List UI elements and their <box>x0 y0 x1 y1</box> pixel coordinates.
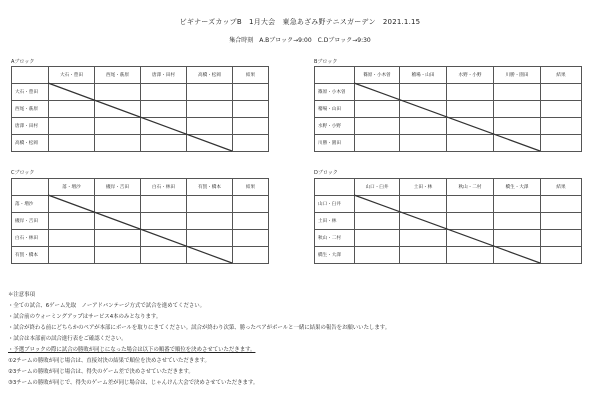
score-cell[interactable] <box>187 84 233 101</box>
score-cell[interactable] <box>494 118 541 135</box>
column-header-pair: 水野・小野 <box>447 67 494 84</box>
result-header: 結果 <box>233 179 269 196</box>
column-header-pair: 槻岸・吉田 <box>95 179 141 196</box>
note-line: ・試合が終わる前にどちらかのペアが本部にボールを取りにきてください。試合が終わり次第、勝ったペアがボールと一緒に結果の報告をお願いいたします。 <box>8 325 391 331</box>
table-row <box>12 135 269 152</box>
result-cell[interactable] <box>541 196 582 213</box>
row-header-pair: 土田・林 <box>315 213 355 230</box>
notes-heading: ＊注意事項 <box>8 292 35 298</box>
score-cell[interactable] <box>400 101 447 118</box>
score-cell[interactable] <box>95 213 141 230</box>
score-cell[interactable] <box>141 118 187 135</box>
score-cell[interactable] <box>355 213 400 230</box>
column-header-pair: 唐澤・田村 <box>141 67 187 84</box>
score-cell[interactable] <box>494 230 541 247</box>
result-cell[interactable] <box>233 84 269 101</box>
block-d-table <box>314 178 582 264</box>
score-cell[interactable] <box>141 196 187 213</box>
column-header-pair: 有賀・橋本 <box>187 179 233 196</box>
score-cell[interactable] <box>95 118 141 135</box>
score-cell[interactable] <box>447 135 494 152</box>
score-cell[interactable] <box>400 118 447 135</box>
column-header-pair: 秋山・二村 <box>447 179 494 196</box>
score-cell[interactable] <box>400 84 447 101</box>
row-header-pair: 山口・臼井 <box>315 196 355 213</box>
table-row <box>12 84 269 101</box>
block-c-table <box>11 178 269 264</box>
row-header-pair: 唐澤・田村 <box>12 118 49 135</box>
column-header-pair: 土田・林 <box>400 179 447 196</box>
score-cell[interactable] <box>49 101 95 118</box>
score-cell[interactable] <box>447 84 494 101</box>
score-cell[interactable] <box>355 118 400 135</box>
score-cell[interactable] <box>49 84 95 101</box>
table-row <box>315 213 582 230</box>
score-cell[interactable] <box>355 196 400 213</box>
result-cell[interactable] <box>233 230 269 247</box>
result-cell[interactable] <box>233 118 269 135</box>
note-tiebreak: ・予選ブロックの際に試合の勝敗が同じになった場合は以下の順番で順位を決めさせていただきます。 <box>8 347 256 353</box>
score-cell[interactable] <box>355 247 400 264</box>
score-cell[interactable] <box>447 247 494 264</box>
result-cell[interactable] <box>541 135 582 152</box>
score-cell[interactable] <box>95 247 141 264</box>
score-cell[interactable] <box>141 213 187 230</box>
table-row <box>315 196 582 213</box>
score-cell[interactable] <box>400 230 447 247</box>
table-row <box>12 118 269 135</box>
score-cell[interactable] <box>447 118 494 135</box>
score-cell[interactable] <box>141 230 187 247</box>
table-row <box>315 118 582 135</box>
result-header: 結果 <box>541 179 582 196</box>
score-cell[interactable] <box>187 196 233 213</box>
score-cell[interactable] <box>141 84 187 101</box>
column-header-pair: 西尾・萩原 <box>95 67 141 84</box>
score-cell[interactable] <box>141 101 187 118</box>
table-row <box>315 84 582 101</box>
score-cell[interactable] <box>141 135 187 152</box>
score-cell[interactable] <box>187 247 233 264</box>
score-cell[interactable] <box>494 196 541 213</box>
column-header-pair: 高橋・松岡 <box>187 67 233 84</box>
table-row <box>315 247 582 264</box>
row-header-pair: 高橋・松岡 <box>12 135 49 152</box>
score-cell[interactable] <box>400 135 447 152</box>
score-cell[interactable] <box>355 135 400 152</box>
score-cell[interactable] <box>447 101 494 118</box>
row-header-pair: 白石・林田 <box>12 230 49 247</box>
table-row <box>12 213 269 230</box>
table-row <box>315 230 582 247</box>
result-cell[interactable] <box>541 213 582 230</box>
rule-line: ①2チームの勝敗が同じ場合は、直接対決の結果で順位を決めさせていただきます。 <box>8 358 210 364</box>
score-cell[interactable] <box>494 213 541 230</box>
block-a-table <box>11 66 269 152</box>
result-cell[interactable] <box>541 247 582 264</box>
column-header-pair: 稽場・山田 <box>400 67 447 84</box>
score-cell[interactable] <box>187 118 233 135</box>
score-cell[interactable] <box>95 101 141 118</box>
score-cell[interactable] <box>494 135 541 152</box>
corner-cell <box>315 67 355 84</box>
row-header-pair: 稽場・山田 <box>315 101 355 118</box>
block-c-label: Cブロック <box>11 170 35 176</box>
assembly-time: 集合時刻 A.Bブロック→9:00 C.Dブロック→9:30 <box>229 37 371 44</box>
score-cell[interactable] <box>49 135 95 152</box>
note-line: ・全ての試合、6ゲーム先取 ノーアドバンテージ方式で試合を進めてください。 <box>8 303 206 309</box>
score-cell[interactable] <box>49 196 95 213</box>
table-row <box>315 135 582 152</box>
score-cell[interactable] <box>187 135 233 152</box>
column-header-pair: 落・増沙 <box>49 179 95 196</box>
result-cell[interactable] <box>233 135 269 152</box>
score-cell[interactable] <box>400 196 447 213</box>
row-header-pair: 川勝・園田 <box>315 135 355 152</box>
score-cell[interactable] <box>400 247 447 264</box>
column-header-pair: 川勝・園田 <box>494 67 541 84</box>
table-row <box>12 101 269 118</box>
column-header-pair: 白石・林田 <box>141 179 187 196</box>
score-cell[interactable] <box>95 84 141 101</box>
score-cell[interactable] <box>447 196 494 213</box>
score-cell[interactable] <box>400 213 447 230</box>
score-cell[interactable] <box>355 101 400 118</box>
result-cell[interactable] <box>233 247 269 264</box>
row-header-pair: 橋生・大澤 <box>315 247 355 264</box>
corner-cell <box>315 179 355 196</box>
row-header-pair: 大石・豊田 <box>12 84 49 101</box>
table-row <box>12 196 269 213</box>
column-header-pair: 山口・臼井 <box>355 179 400 196</box>
score-cell[interactable] <box>187 230 233 247</box>
score-cell[interactable] <box>187 213 233 230</box>
block-b-label: Bブロック <box>314 59 338 65</box>
score-cell[interactable] <box>355 230 400 247</box>
rule-line: ②3チームの勝敗が同じ場合は、得失のゲーム差で決めさせていただきます。 <box>8 369 194 375</box>
rule-line: ③3チームの勝敗が同じで、得失のゲーム差が同じ場合は、じゃんけん大会で決めさせていただきます。 <box>8 380 259 386</box>
block-b-table <box>314 66 582 152</box>
score-cell[interactable] <box>447 213 494 230</box>
score-cell[interactable] <box>355 84 400 101</box>
score-cell[interactable] <box>95 230 141 247</box>
note-line: ・試合は本部前の試合進行表をご確認ください。 <box>8 336 127 342</box>
result-cell[interactable] <box>541 101 582 118</box>
score-cell[interactable] <box>95 196 141 213</box>
score-cell[interactable] <box>95 135 141 152</box>
column-header-pair: 篠原・小木曽 <box>355 67 400 84</box>
score-cell[interactable] <box>49 230 95 247</box>
page-title: ビギナーズカップB 1月大会 東急あざみ野テニスガーデン 2021.1.15 <box>179 18 421 26</box>
row-header-pair: 篠原・小木曽 <box>315 84 355 101</box>
block-a-label: Aブロック <box>11 59 35 65</box>
table-row <box>315 101 582 118</box>
result-cell[interactable] <box>233 213 269 230</box>
result-cell[interactable] <box>541 230 582 247</box>
note-line: ・試合前のウォーミングアップはサービス4本のみとなります。 <box>8 314 162 320</box>
score-cell[interactable] <box>447 230 494 247</box>
result-cell[interactable] <box>541 118 582 135</box>
score-cell[interactable] <box>49 118 95 135</box>
result-cell[interactable] <box>233 196 269 213</box>
score-cell[interactable] <box>494 247 541 264</box>
column-header-pair: 大石・豊田 <box>49 67 95 84</box>
score-cell[interactable] <box>494 101 541 118</box>
result-cell[interactable] <box>541 84 582 101</box>
score-cell[interactable] <box>141 247 187 264</box>
result-header: 結果 <box>233 67 269 84</box>
score-cell[interactable] <box>49 247 95 264</box>
corner-cell <box>12 67 49 84</box>
column-header-pair: 橋生・大澤 <box>494 179 541 196</box>
corner-cell <box>12 179 49 196</box>
result-header: 結果 <box>541 67 582 84</box>
score-cell[interactable] <box>187 101 233 118</box>
row-header-pair: 有賀・橋本 <box>12 247 49 264</box>
row-header-pair: 秋山・二村 <box>315 230 355 247</box>
row-header-pair: 落・増沙 <box>12 196 49 213</box>
row-header-pair: 槻岸・吉田 <box>12 213 49 230</box>
row-header-pair: 水野・小野 <box>315 118 355 135</box>
table-row <box>12 230 269 247</box>
result-cell[interactable] <box>233 101 269 118</box>
row-header-pair: 西尾・萩原 <box>12 101 49 118</box>
block-d-label: Dブロック <box>314 170 338 176</box>
table-row <box>12 247 269 264</box>
notes-section <box>8 290 598 389</box>
score-cell[interactable] <box>49 213 95 230</box>
score-cell[interactable] <box>494 84 541 101</box>
